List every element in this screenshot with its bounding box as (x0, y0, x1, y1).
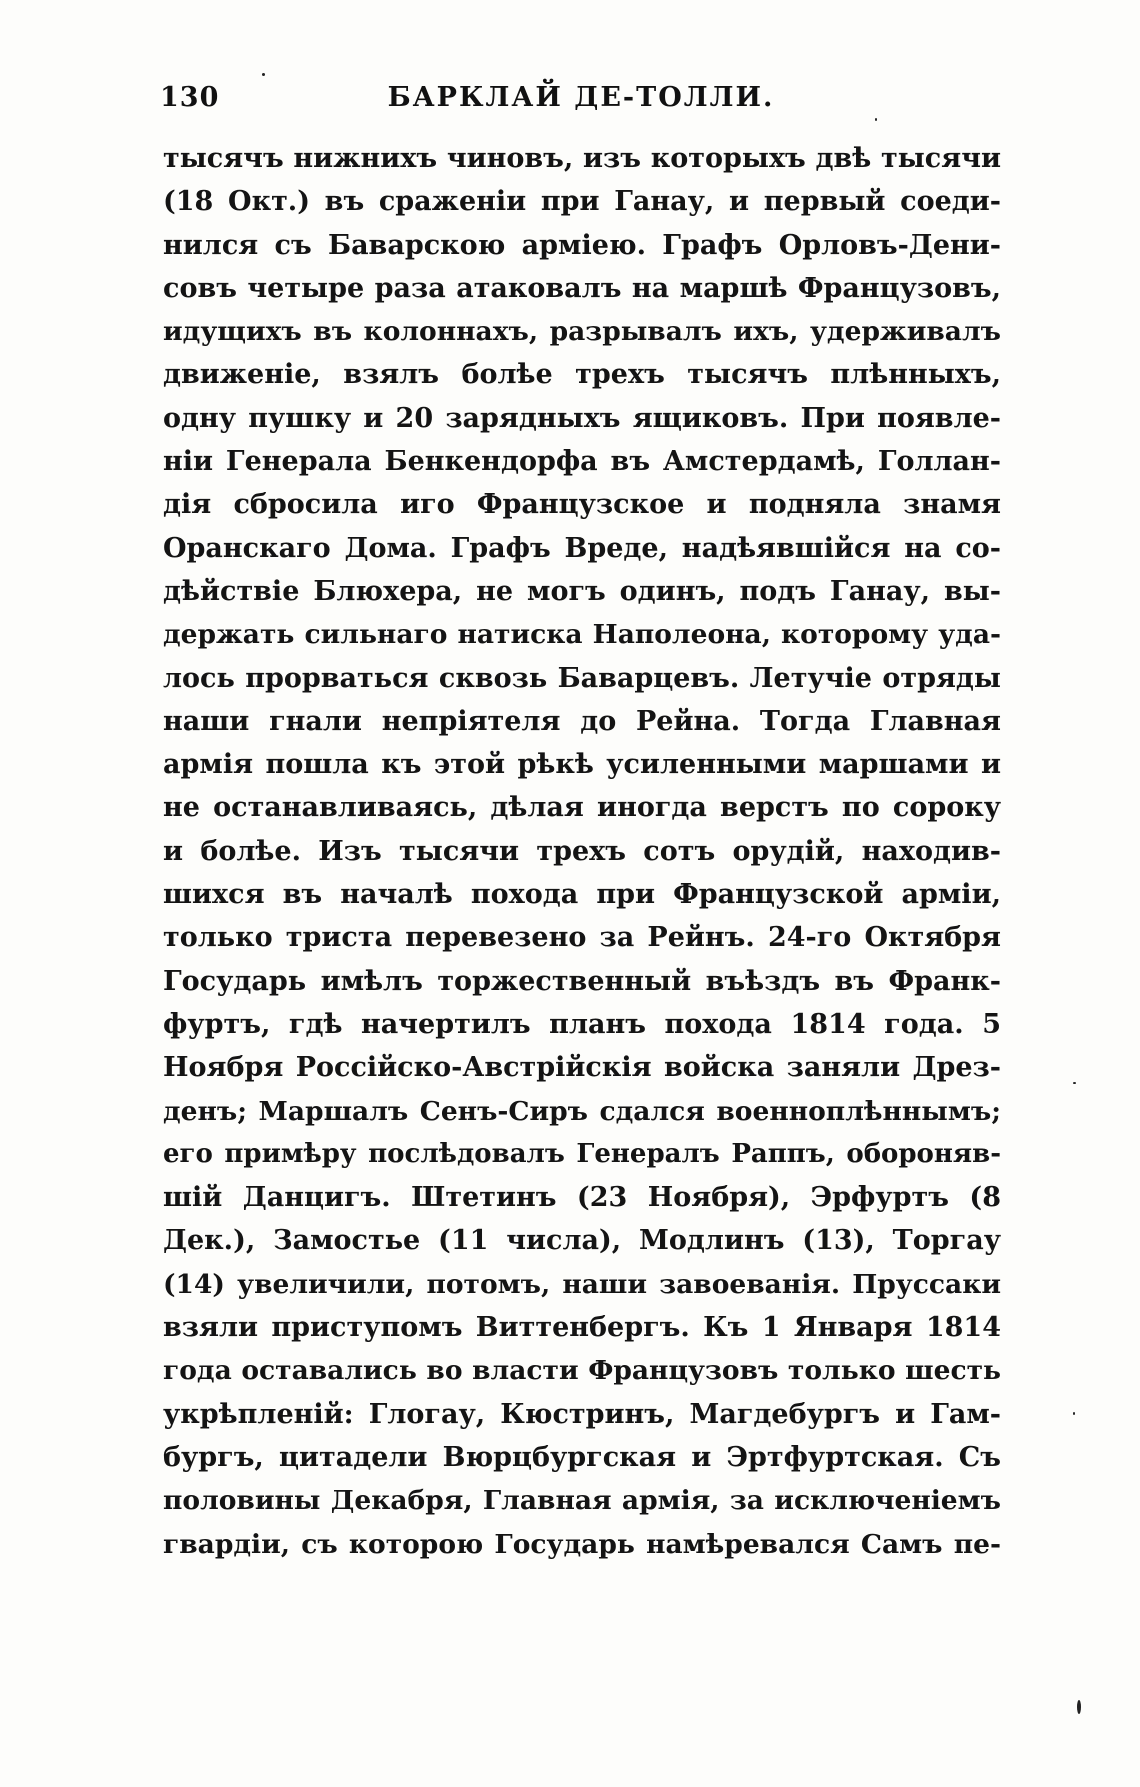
text-line: движеніе, взялъ болѣе трехъ тысячъ плѣнныхъ, (163, 359, 1001, 391)
text-line: укрѣпленій: Глогау, Кюстринъ, Магдебургъ и Гам- (163, 1398, 1001, 1430)
text-line: его примѣру послѣдовалъ Генералъ Раппъ, обороняв- (163, 1138, 1001, 1169)
text-line: (14) увеличили, потомъ, наши завоеванія. Пруссаки (163, 1268, 1001, 1300)
text-line: тысячъ нижнихъ чиновъ, изъ которыхъ двѣ тысячи (163, 143, 1001, 174)
text-line: лось прорваться сквозь Баварцевъ. Летучіе отряды (163, 662, 1001, 694)
text-line: шій Данцигъ. Штетинъ (23 Ноября), Эрфуртъ (8 (163, 1182, 1001, 1214)
text-line: фуртъ, гдѣ начертилъ планъ похода 1814 года. 5 (163, 1008, 1001, 1040)
ink-speck (262, 73, 265, 76)
text-line: держать сильнаго натиска Наполеона, которому уда- (163, 619, 1001, 651)
text-line: бургъ, цитадели Вюрцбургская и Эртфуртская. Съ (163, 1441, 1001, 1473)
text-line: шихся въ началѣ похода при Французской арміи, (163, 879, 1001, 911)
running-head (160, 82, 1002, 122)
text-line: не останавливаясь, дѣлая иногда верстъ по сороку (163, 792, 1001, 824)
text-line: гвардіи, съ которою Государь намѣревался Самъ пе- (163, 1528, 1001, 1560)
text-line: совъ четыре раза атаковалъ на маршѣ Французовъ, (163, 272, 1001, 304)
text-line: (18 Окт.) въ сраженіи при Ганау, и первый соеди- (163, 186, 1001, 218)
ink-speck (1073, 1412, 1075, 1415)
text-line: и болѣе. Изъ тысячи трехъ сотъ орудій, находив- (163, 835, 1001, 867)
text-line: взяли приступомъ Виттенбергъ. Къ 1 Января 1814 (163, 1312, 1001, 1344)
text-line: дѣйствіе Блюхера, не могъ одинъ, подъ Ганау, вы- (163, 575, 1001, 607)
body-text (163, 137, 1001, 1566)
ink-speck (875, 118, 877, 121)
text-line: денъ; Маршалъ Сенъ-Сиръ сдался военноплѣннымъ; (163, 1095, 1001, 1127)
text-line: идущихъ въ колоннахъ, разрывалъ ихъ, удерживалъ (163, 316, 1001, 348)
text-line: только триста перевезено за Рейнъ. 24-го Октября (163, 922, 1001, 954)
text-line: года оставались во власти Французовъ только шесть (163, 1355, 1001, 1387)
text-line: армія пошла къ этой рѣкѣ усиленными маршами и (163, 749, 1001, 781)
text-line: дія сбросила иго Французское и подняла знамя (163, 489, 1001, 521)
text-line: Дек.), Замостье (11 числа), Модлинъ (13), Торгау (163, 1225, 1001, 1257)
ink-speck (1073, 1082, 1076, 1084)
text-line: одну пушку и 20 зарядныхъ ящиковъ. При появле- (163, 402, 1001, 434)
ink-speck (1077, 1700, 1081, 1714)
page-number: 130 (160, 82, 220, 113)
text-line: нился съ Баварскою арміею. Графъ Орловъ-Дени- (163, 229, 1001, 261)
text-line: Оранскаго Дома. Графъ Вреде, надѣявшійся на со- (163, 532, 1001, 564)
text-line: половины Декабря, Главная армія, за исключеніемъ (163, 1485, 1001, 1517)
running-title: БАРКЛАЙ ДЕ-ТОЛЛИ. (387, 82, 775, 113)
text-line: Ноября Россійско-Австрійскія войска заняли Дрез- (163, 1052, 1001, 1084)
text-line: ніи Генерала Бенкендорфа въ Амстердамѣ, Голлан- (163, 446, 1001, 478)
text-line: наши гнали непріятеля до Рейна. Тогда Главная (163, 705, 1001, 737)
text-line: Государь имѣлъ торжественный въѣздъ въ Франк- (163, 965, 1001, 997)
